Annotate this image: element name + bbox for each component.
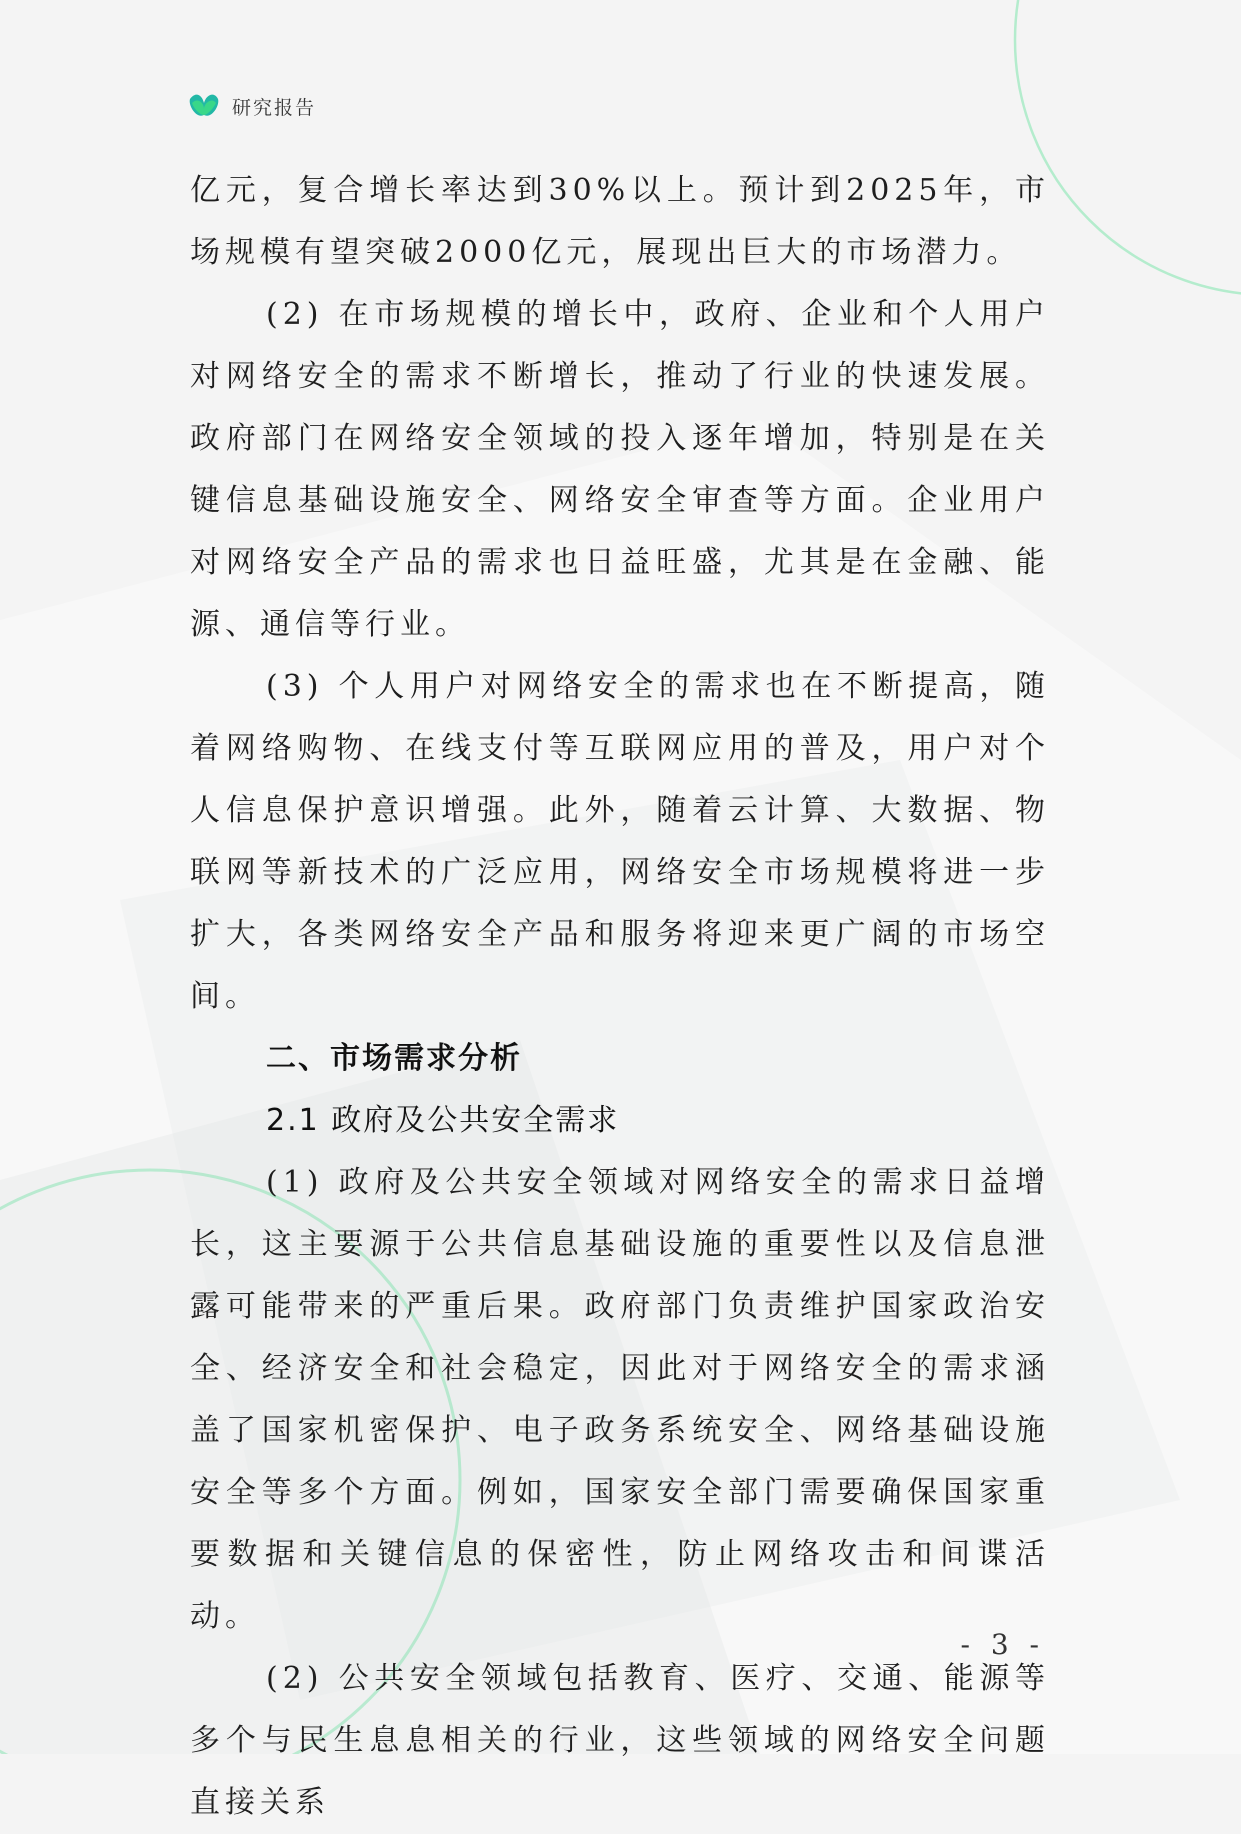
report-header	[186, 86, 316, 126]
brand-logo-icon	[186, 89, 222, 123]
paragraph-continued: 亿元，复合增长率达到30%以上。预计到2025年，市场规模有望突破2000亿元，展现出巨大的市场潜力。	[190, 173, 1050, 270]
document-body	[190, 160, 1050, 1834]
header-title: 研究报告	[232, 96, 317, 119]
subsection-heading: 2.1 政府及公共安全需求	[266, 1103, 620, 1138]
section-heading: 二、市场需求分析	[266, 1041, 522, 1076]
page-number: - 3 -	[960, 1628, 1045, 1661]
paragraph-gov-2: (2) 公共安全领域包括教育、医疗、交通、能源等多个与民生息息相关的行业，这些领域的网络安全问题直接关系	[190, 1661, 1050, 1820]
paragraph-2: (2) 在市场规模的增长中，政府、企业和个人用户对网络安全的需求不断增长，推动了行业的快速发展。政府部门在网络安全领域的投入逐年增加，特别是在关键信息基础设施安全、网络安全审查等方面。企业用户对网络安全产品的需求也日益旺盛，尤其是在金融、能源、通信等行业。	[190, 297, 1050, 642]
paragraph-gov-1: (1) 政府及公共安全领域对网络安全的需求日益增长，这主要源于公共信息基础设施的重要性以及信息泄露可能带来的严重后果。政府部门负责维护国家政治安全、经济安全和社会稳定，因此对于网络安全的需求涵盖了国家机密保护、电子政务系统安全、网络基础设施安全等多个方面。例如，国家安全部门需要确保国家重要数据和关键信息的保密性，防止网络攻击和间谍活动。	[190, 1165, 1050, 1634]
paragraph-3: (3) 个人用户对网络安全的需求也在不断提高，随着网络购物、在线支付等互联网应用的普及，用户对个人信息保护意识增强。此外，随着云计算、大数据、物联网等新技术的广泛应用，网络安全市场规模将进一步扩大，各类网络安全产品和服务将迎来更广阔的市场空间。	[190, 669, 1050, 1014]
